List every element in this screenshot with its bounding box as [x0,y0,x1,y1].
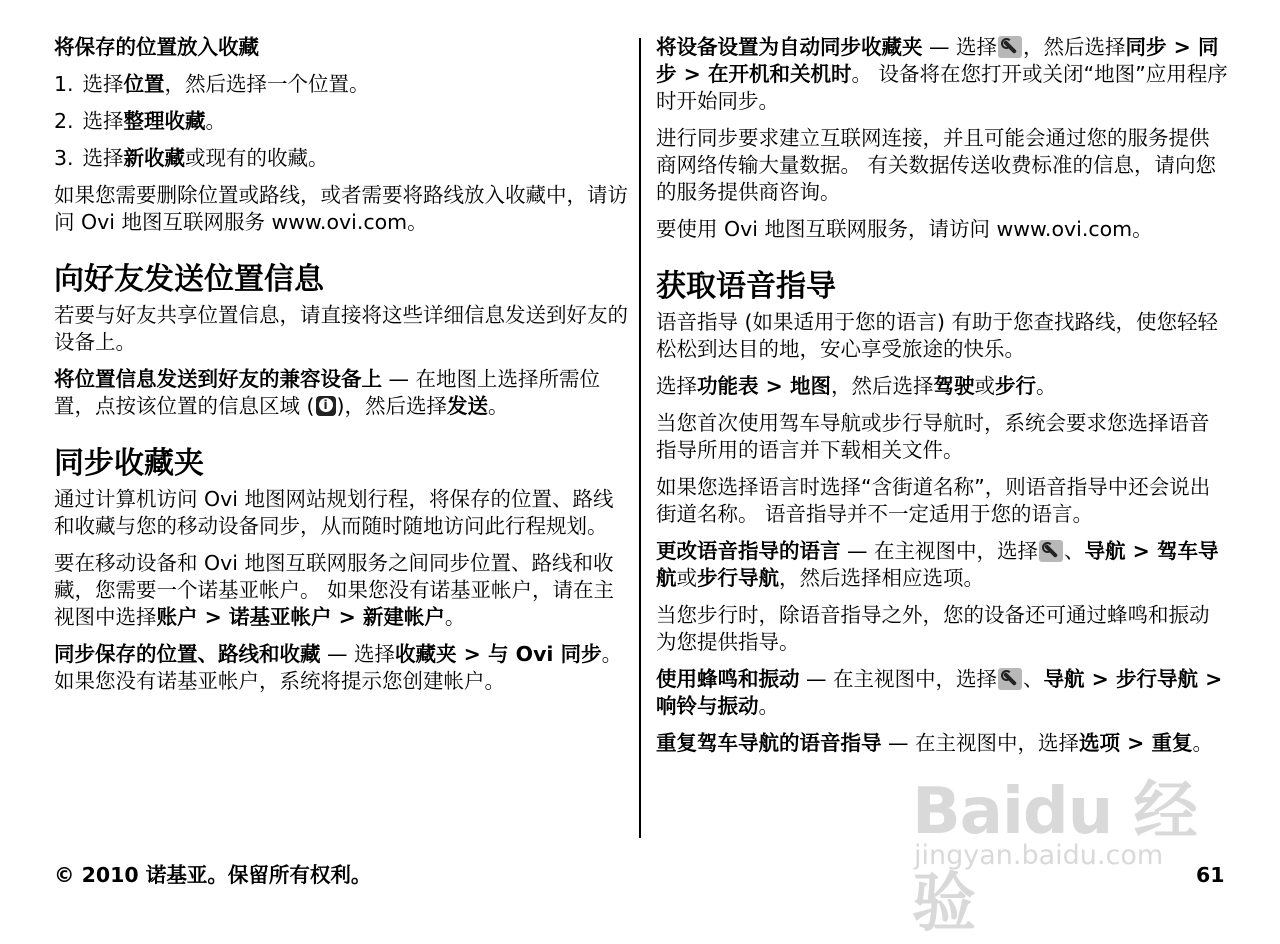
step-2: 2. 选择整理收藏。 [54,109,227,133]
wrench-icon [998,36,1022,58]
watermark-url: jingyan.baidu.com [914,840,1164,871]
voice-paragraph-2: 选择功能表 > 地图，然后选择驾驶或步行。 [656,374,1057,398]
step-3: 3. 选择新收藏或现有的收藏。 [54,146,329,170]
baidu-watermark [912,760,1212,941]
page-number: 61 [1196,863,1225,887]
sync-favorites-title: 同步收藏夹 [54,446,204,481]
send-instructions: 将位置信息发送到好友的兼容设备上 — 在地图上选择所需位置，点按该位置的信息区域 (i )，然后选择发送。 [54,366,628,420]
sync-paragraph-1: 通过计算机访问 Ovi 地图网站规划行程，将保存的位置、路线和收藏与您的移动设备同步，从而随时随地访问此行程规划。 [54,487,614,538]
fav-heading: 将保存的位置放入收藏 [54,35,259,59]
auto-sync-paragraph: 将设备设置为自动同步收藏夹 — 选择 ，然后选择同步 > 同步 > 在开机和关机时。 设备将在您打开或关闭“地图”应用程序时开始同步。 [656,35,1228,113]
data-transfer-note: 进行同步要求建立互联网连接，并且可能会通过您的服务提供商网络传输大量数据。 有关数据传送收费标准的信息，请向您的服务提供商咨询。 [656,126,1217,204]
sync-paragraph-2: 要在移动设备和 Ovi 地图互联网服务之间同步位置、路线和收藏，您需要一个诺基亚帐户。 如果您没有诺基亚帐户，请在主视图中选择账户 > 诺基亚帐户 > 新建帐户。 [54,551,615,629]
voice-paragraph-4: 如果您选择语言时选择“含街道名称”，则语音指导中还会说出街道名称。 语音指导并不一定适用于您的语言。 [656,475,1211,526]
column-divider [639,38,641,838]
info-icon [316,396,336,416]
step-1: 1. 选择位置，然后选择一个位置。 [54,72,370,96]
send-intro: 若要与好友共享位置信息，请直接将这些详细信息发送到好友的设备上。 [54,303,628,354]
right-column [656,34,1228,767]
send-location-title: 向好友发送位置信息 [54,262,324,297]
change-language-paragraph: 更改语音指导的语言 — 在主视图中，选择 、导航 > 驾车导航或步行导航，然后选择相应选项。 [656,539,1219,590]
wrench-icon [1039,540,1063,562]
walking-guidance-paragraph: 当您步行时，除语音指导之外，您的设备还可通过蜂鸣和振动为您提供指导。 [656,603,1210,654]
left-column [54,34,628,705]
wrench-icon [998,668,1022,690]
voice-paragraph-3: 当您首次使用驾车导航或步行导航时，系统会要求您选择语音指导所用的语言并下载相关文件。 [656,411,1210,462]
watermark-brand: Baidu 经验 [912,775,1197,941]
copyright-footer: © 2010 诺基亚。保留所有权利。 [54,863,372,887]
repeat-guidance-paragraph: 重复驾车导航的语音指导 — 在主视图中，选择选项 > 重复。 [656,731,1213,755]
fav-note: 如果您需要删除位置或路线，或者需要将路线放入收藏中，请访问 Ovi 地图互联网服务 www.ovi.com。 [54,183,628,234]
sync-paragraph-3: 同步保存的位置、路线和收藏 — 选择收藏夹 > 与 Ovi 同步。 如果您没有诺基亚帐户，系统将提示您创建帐户。 [54,642,623,693]
voice-paragraph-1: 语音指导 (如果适用于您的语言) 有助于您查找路线，使您轻轻松松到达目的地，安心享受旅途的快乐。 [656,310,1219,361]
voice-guidance-title: 获取语音指导 [656,269,836,304]
beep-vibrate-paragraph: 使用蜂鸣和振动 — 在主视图中，选择 、导航 > 步行导航 > 响铃与振动。 [656,667,1223,718]
ovi-link-note: 要使用 Ovi 地图互联网服务，请访问 www.ovi.com。 [656,217,1153,241]
